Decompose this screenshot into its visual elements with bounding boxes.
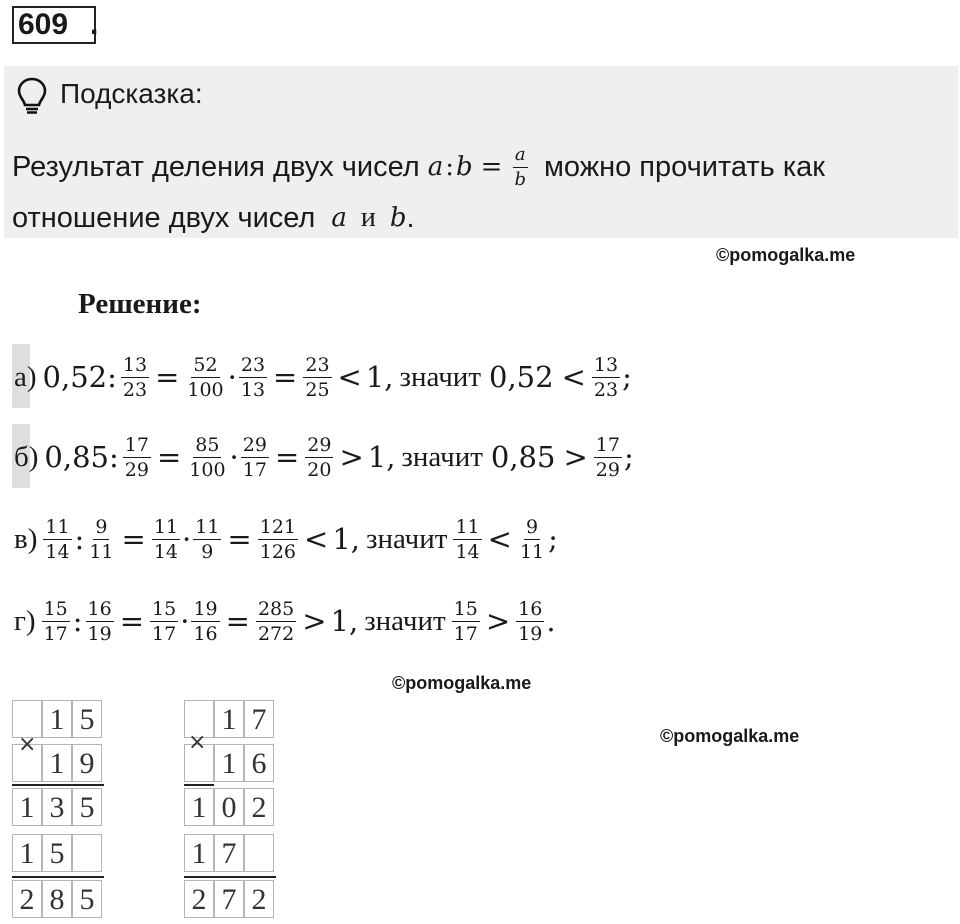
result-value: 0,52	[489, 360, 554, 394]
frac-den: 14	[455, 540, 480, 563]
hint-text-1: Результат деления двух чисел	[12, 150, 420, 183]
frac-num: 16	[87, 597, 112, 620]
compare-sign: <	[487, 522, 512, 556]
compare-sign: <	[304, 522, 329, 556]
fraction	[193, 516, 221, 563]
grid-underline	[184, 784, 214, 786]
frac-num: 52	[193, 353, 218, 376]
frac-den: 17	[152, 622, 177, 645]
frac-den: 14	[153, 540, 179, 563]
solution-row-v	[14, 504, 558, 574]
hint-var-b2: b	[389, 203, 407, 233]
grid-cell: 1	[184, 834, 214, 872]
hint-var-a2: a	[331, 203, 347, 233]
multiplication-grid-1	[12, 700, 108, 920]
colon: :	[72, 604, 83, 638]
colon: :	[74, 522, 85, 556]
task-number: 609	[12, 6, 96, 44]
fraction	[516, 598, 544, 645]
fraction	[453, 516, 481, 563]
grid-cell: 6	[244, 744, 274, 782]
fraction	[594, 434, 622, 481]
multiplication-grid-2	[184, 700, 280, 920]
grid-cell: 1	[214, 700, 244, 738]
watermark: ©pomogalka.me	[660, 726, 800, 746]
grid-cell: 5	[72, 880, 102, 918]
grid-cell: 5	[72, 700, 102, 738]
row-label: б)	[14, 440, 39, 473]
hint-and: и	[360, 202, 376, 233]
frac-den: 100	[187, 378, 224, 401]
fraction	[303, 354, 331, 401]
fraction	[121, 354, 149, 401]
frac-num: 13	[593, 353, 619, 376]
fraction	[452, 598, 480, 645]
hint-equals: =	[480, 152, 503, 182]
multiply-sign: ×	[18, 732, 37, 757]
fraction	[256, 598, 296, 645]
word-znachit: значит	[401, 440, 483, 473]
frac-den: 29	[124, 458, 149, 481]
fraction	[258, 516, 298, 563]
equals-sign: =	[274, 440, 300, 474]
fraction	[150, 598, 178, 645]
hint-colon: :	[445, 152, 454, 182]
grid-cell: 2	[184, 880, 214, 918]
compare-sign: >	[302, 604, 327, 638]
one: 1,	[330, 604, 359, 638]
equals-sign: =	[273, 360, 298, 394]
hint-fraction	[512, 144, 528, 191]
row-end: .	[546, 604, 556, 638]
grid-cell: 1	[214, 744, 244, 782]
frac-den: 29	[595, 458, 620, 481]
row-label: в)	[14, 522, 38, 555]
grid-cell: 3	[42, 788, 72, 826]
fraction	[592, 354, 620, 401]
frac-num: 16	[518, 597, 543, 620]
equals-sign: =	[155, 360, 180, 394]
row-end: ;	[622, 360, 632, 394]
grid-cell: 1	[42, 744, 72, 782]
hint-text-2: отношение двух чисел	[12, 201, 316, 234]
frac-num: 9	[526, 515, 539, 538]
frac-num: 17	[124, 433, 149, 456]
grid-underline	[12, 876, 104, 878]
frac-num: 29	[242, 433, 267, 456]
watermark: ©pomogalka.me	[392, 673, 532, 693]
solution-title: Решение:	[78, 288, 202, 320]
fraction	[42, 598, 70, 645]
fraction	[239, 354, 267, 401]
hint-tail: можно прочитать как	[543, 150, 825, 183]
hint-title: Подсказка:	[60, 78, 203, 109]
multiply-sign: ×	[188, 730, 207, 755]
fraction	[152, 516, 180, 563]
compare-sign: <	[561, 360, 586, 394]
grid-underline	[12, 784, 104, 786]
frac-den: 19	[87, 622, 112, 645]
frac-num: 121	[259, 515, 296, 538]
row-lhs: 0,52:	[42, 360, 117, 394]
grid-cell: 5	[42, 834, 72, 872]
grid-cell: 9	[72, 744, 102, 782]
compare-sign: >	[563, 440, 588, 474]
solution-row-b	[14, 422, 634, 492]
fraction	[305, 434, 333, 481]
frac-den: 23	[593, 378, 619, 401]
frac-num: 23	[305, 353, 330, 376]
grid-cell: 2	[244, 880, 274, 918]
fraction	[185, 354, 225, 401]
frac-den: 272	[257, 622, 295, 645]
fraction	[241, 434, 269, 481]
fraction	[123, 434, 151, 481]
frac-num: 23	[240, 353, 266, 376]
frac-num: 15	[453, 597, 478, 620]
frac-den: 17	[43, 622, 68, 645]
grid-cell: 0	[214, 788, 244, 826]
frac-num: 17	[595, 433, 620, 456]
hint-var-a: a	[427, 152, 444, 182]
one: 1,	[332, 522, 360, 556]
frac-den: 17	[453, 622, 478, 645]
solution-row-g	[14, 586, 556, 656]
grid-cell: 7	[214, 880, 244, 918]
grid-cell: 5	[72, 788, 102, 826]
frac-num: 285	[257, 597, 295, 620]
word-znachit: значит	[364, 604, 446, 637]
frac-num: 11	[195, 515, 220, 538]
fraction	[86, 598, 114, 645]
grid-cell: 2	[244, 788, 274, 826]
frac-den: 25	[305, 378, 330, 401]
frac-num: 19	[193, 597, 218, 620]
frac-num: 85	[195, 433, 220, 456]
hint-line-2	[12, 198, 415, 238]
grid-cell: 8	[42, 880, 72, 918]
equals-sign: =	[227, 522, 252, 556]
watermark: ©pomogalka.me	[716, 245, 856, 265]
frac-num: 15	[43, 597, 68, 620]
result-value: 0,85	[490, 440, 556, 474]
equals-sign: =	[156, 440, 182, 474]
grid-cell: 1	[12, 788, 42, 826]
multiply-dot: ·	[180, 604, 190, 638]
fraction	[191, 598, 219, 645]
multiply-dot: ·	[227, 360, 237, 394]
grid-cell: 1	[42, 700, 72, 738]
equals-sign: =	[119, 604, 145, 638]
compare-sign: >	[339, 440, 364, 474]
frac-den: 17	[242, 458, 267, 481]
word-znachit: значит	[399, 360, 481, 393]
frac-den: 11	[519, 540, 545, 563]
row-lhs: 0,85:	[44, 440, 119, 474]
grid-cell: 7	[244, 700, 274, 738]
hint-line-1	[12, 142, 825, 192]
frac-den: 19	[518, 622, 543, 645]
frac-den: 11	[89, 540, 114, 563]
fraction	[87, 516, 115, 563]
frac-den: 13	[240, 378, 266, 401]
row-label: а)	[14, 360, 37, 393]
hint-var-b: b	[455, 152, 473, 182]
fraction	[43, 516, 71, 563]
fraction	[518, 516, 546, 563]
frac-num: 11	[455, 515, 480, 538]
task-number-dot: .	[90, 8, 99, 41]
frac-num: 29	[307, 433, 332, 456]
frac-den: 14	[45, 540, 70, 563]
multiply-dot: ·	[229, 440, 239, 474]
row-end: ;	[623, 440, 634, 474]
row-label: г)	[14, 604, 36, 637]
grid-cell	[244, 834, 274, 872]
frac-num: 15	[152, 597, 177, 620]
grid-cell: 1	[12, 834, 42, 872]
equals-sign: =	[225, 604, 250, 638]
one: 1,	[365, 360, 394, 394]
hint-frac-num: a	[513, 144, 528, 168]
fraction	[187, 434, 227, 481]
hint-dot: .	[406, 201, 415, 234]
grid-underline	[184, 876, 276, 878]
frac-den: 16	[193, 622, 218, 645]
lightbulb-icon	[16, 76, 48, 116]
frac-num: 9	[95, 515, 108, 538]
frac-den: 23	[122, 378, 148, 401]
grid-cell: 2	[12, 880, 42, 918]
hint-frac-den: b	[514, 168, 526, 190]
equals-sign: =	[121, 522, 146, 556]
frac-num: 11	[153, 515, 179, 538]
word-znachit: значит	[365, 522, 448, 555]
grid-cell: 1	[184, 788, 214, 826]
compare-sign: <	[337, 360, 362, 394]
grid-cell	[72, 834, 102, 872]
frac-num: 11	[45, 515, 70, 538]
grid-cell: 7	[214, 834, 244, 872]
frac-num: 13	[122, 353, 148, 376]
frac-den: 9	[201, 540, 214, 563]
compare-sign: >	[485, 604, 511, 638]
frac-den: 20	[307, 458, 332, 481]
multiply-dot: ·	[182, 522, 192, 556]
solution-row-a	[14, 342, 632, 412]
row-end: ;	[548, 522, 558, 556]
frac-den: 100	[189, 458, 226, 481]
one: 1,	[367, 440, 396, 474]
frac-den: 126	[259, 540, 296, 563]
